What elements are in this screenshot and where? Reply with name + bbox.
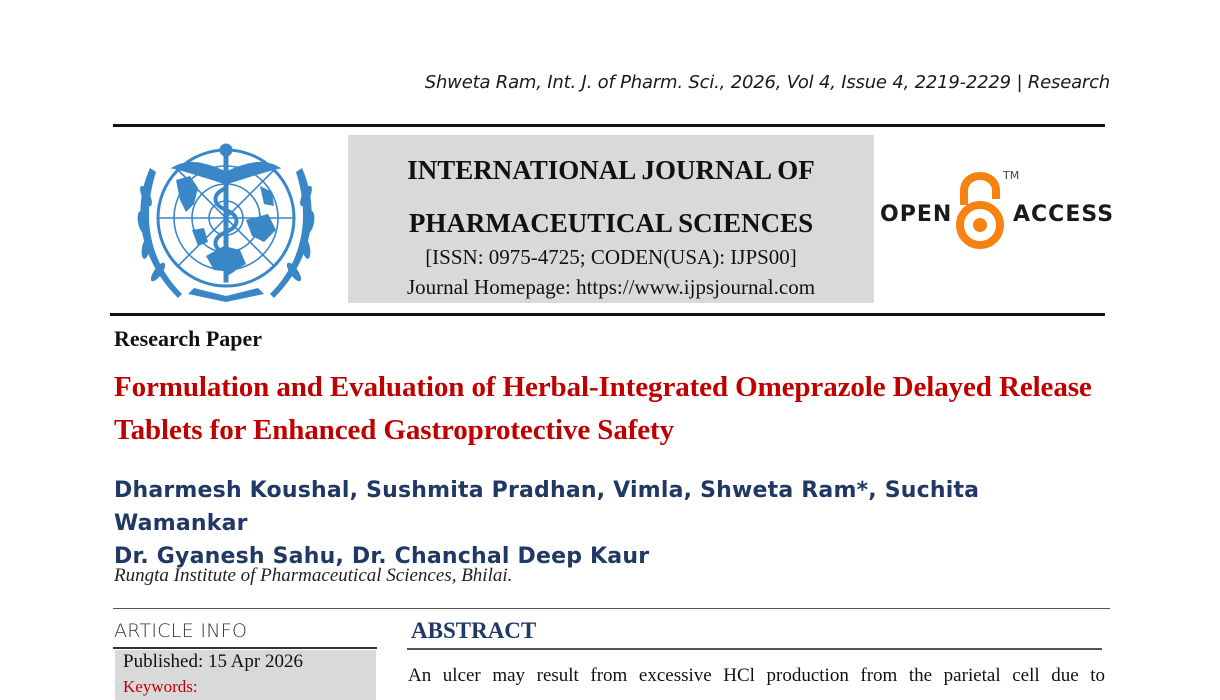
open-access-right-text: ACCESS bbox=[1013, 202, 1115, 227]
journal-title-line2: PHARMACEUTICAL SCIENCES bbox=[408, 208, 814, 238]
published-date: Published: 15 Apr 2026 bbox=[123, 651, 303, 672]
journal-title-line1: INTERNATIONAL JOURNAL OF bbox=[407, 155, 815, 185]
article-info-rule bbox=[113, 647, 377, 649]
masthead-top-rule bbox=[113, 124, 1105, 127]
abstract-text: An ulcer may result from excessive HCl production from the parietal cell due to bbox=[408, 665, 1105, 686]
open-access-logo bbox=[880, 165, 1115, 253]
paper-type-label: Research Paper bbox=[114, 326, 263, 351]
journal-seal-icon bbox=[128, 138, 324, 306]
open-access-lock-icon bbox=[954, 165, 1006, 256]
affiliation: Rungta Institute of Pharmaceutical Sciences, Bhilai. bbox=[114, 565, 513, 586]
journal-homepage-link[interactable]: Journal Homepage: https://www.ijpsjournal.com bbox=[406, 275, 816, 299]
section-divider bbox=[113, 608, 1110, 609]
keywords-label: Keywords: bbox=[123, 677, 198, 696]
journal-title-box bbox=[348, 135, 874, 303]
abstract-heading: ABSTRACT bbox=[411, 618, 537, 643]
running-header: Shweta Ram, Int. J. of Pharm. Sci., 2026, Vol 4, Issue 4, 2219-2229 | Research bbox=[424, 72, 1110, 93]
article-title: Formulation and Evaluation of Herbal-Integrated Omeprazole Delayed Release Tablets for Enhanced Gastroprotective Safety bbox=[114, 371, 1092, 446]
author-list bbox=[114, 474, 1114, 573]
open-access-left-text: OPEN bbox=[880, 202, 953, 227]
authors-line-2: Dr. Gyanesh Sahu, Dr. Chanchal Deep Kaur bbox=[114, 544, 650, 569]
article-info-heading: ARTICLE INFO bbox=[114, 620, 248, 642]
abstract-rule bbox=[407, 648, 1102, 650]
authors-line-1: Dharmesh Koushal, Sushmita Pradhan, Vimla, Shweta Ram*, Suchita Wamankar bbox=[114, 478, 980, 536]
journal-issn: [ISSN: 0975-4725; CODEN(USA): IJPS00] bbox=[425, 245, 797, 269]
masthead-bottom-rule bbox=[110, 313, 1105, 316]
trademark-mark: TM bbox=[1003, 169, 1020, 182]
